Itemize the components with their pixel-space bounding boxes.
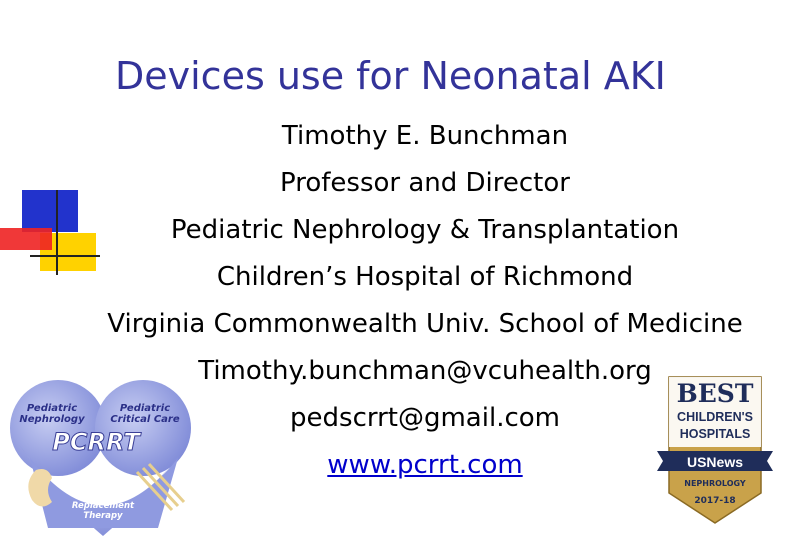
badge-text: HOSPITALS <box>679 427 751 441</box>
logo-text: Replacement <box>71 501 135 511</box>
badge-text: BEST <box>676 379 754 408</box>
badge-text: 2017-18 <box>694 496 736 506</box>
author-department: Pediatric Nephrology & Transplantation <box>170 215 680 245</box>
badge-text: CHILDREN'S <box>677 410 753 424</box>
logo-text: Pediatric <box>26 403 78 414</box>
author-name: Timothy E. Bunchman <box>281 121 569 151</box>
logo-text: Pediatric <box>81 471 125 481</box>
badge-text: USNews <box>686 454 744 470</box>
logo-text: PCRRT <box>52 428 140 456</box>
best-childrens-hospitals-badge <box>655 375 775 525</box>
logo-text: Nephrology <box>19 414 85 425</box>
badge-text: NEPHROLOGY <box>684 479 746 488</box>
logo-text: Renal <box>89 491 117 501</box>
slide-title: Devices use for Neonatal AKI <box>115 54 666 98</box>
author-title: Professor and Director <box>280 168 570 198</box>
contact-email: pedscrrt@gmail.com <box>290 403 560 433</box>
pcrrt-logo <box>8 378 198 536</box>
logo-text: Pediatric <box>119 403 171 414</box>
logo-text: Continuous <box>75 481 131 491</box>
logo-text: Therapy <box>83 511 123 521</box>
logo-text: Critical Care <box>110 414 180 425</box>
author-university: Virginia Commonwealth Univ. School of Medicine <box>107 309 743 339</box>
author-email: Timothy.bunchman@vcuhealth.org <box>198 356 652 386</box>
author-hospital: Children’s Hospital of Richmond <box>216 262 634 292</box>
website-link[interactable]: www.pcrrt.com <box>327 450 523 480</box>
